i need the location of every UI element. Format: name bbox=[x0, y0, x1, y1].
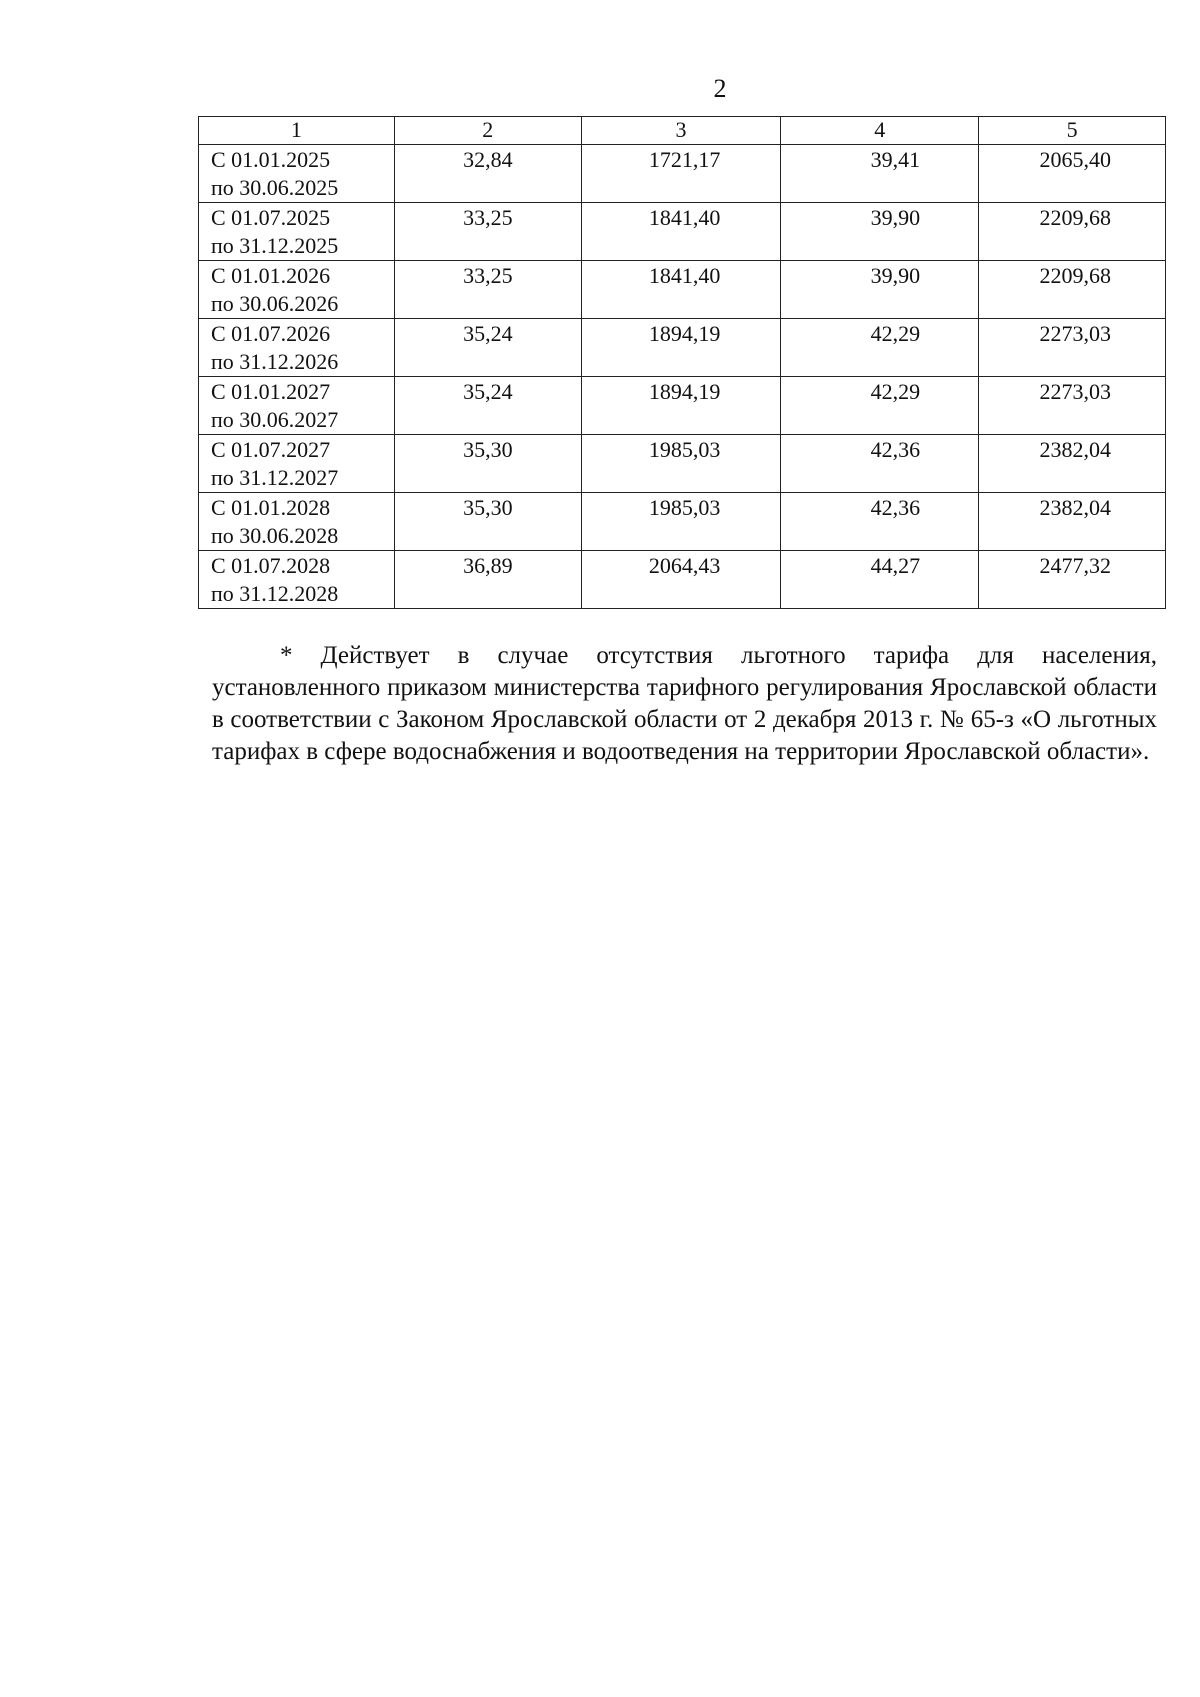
value-cell-col2: 35,30 bbox=[394, 435, 581, 493]
value-cell-col4: 39,41 bbox=[781, 145, 979, 203]
column-header: 5 bbox=[979, 117, 1166, 145]
value-cell-col2: 35,30 bbox=[394, 493, 581, 551]
value-cell-col3: 1985,03 bbox=[581, 493, 781, 551]
column-header: 4 bbox=[781, 117, 979, 145]
value-cell-col5: 2209,68 bbox=[979, 203, 1166, 261]
table-row bbox=[199, 145, 1166, 203]
period-cell bbox=[199, 551, 395, 609]
column-header: 1 bbox=[199, 117, 395, 145]
value-cell-col3: 1841,40 bbox=[581, 261, 781, 319]
period-from: С 01.01.2026 bbox=[211, 263, 331, 288]
period-to: по 31.12.2026 bbox=[211, 349, 339, 374]
period-cell bbox=[199, 377, 395, 435]
period-to: по 30.06.2026 bbox=[211, 291, 339, 316]
value-cell-col5: 2477,32 bbox=[979, 551, 1166, 609]
period-to: по 30.06.2028 bbox=[211, 523, 339, 548]
table-row bbox=[199, 435, 1166, 493]
value-cell-col2: 35,24 bbox=[394, 319, 581, 377]
value-cell-col2: 33,25 bbox=[394, 261, 581, 319]
period-to: по 31.12.2028 bbox=[211, 581, 339, 606]
value-cell-col5: 2065,40 bbox=[979, 145, 1166, 203]
value-cell-col2: 32,84 bbox=[394, 145, 581, 203]
value-cell-col4: 39,90 bbox=[781, 203, 979, 261]
value-cell-col5: 2273,03 bbox=[979, 377, 1166, 435]
period-from: С 01.07.2026 bbox=[211, 321, 331, 346]
value-cell-col3: 1894,19 bbox=[581, 319, 781, 377]
value-cell-col3: 1841,40 bbox=[581, 203, 781, 261]
period-from: С 01.01.2025 bbox=[211, 147, 331, 172]
table-row bbox=[199, 493, 1166, 551]
value-cell-col4: 42,29 bbox=[781, 377, 979, 435]
period-cell bbox=[199, 319, 395, 377]
value-cell-col3: 1721,17 bbox=[581, 145, 781, 203]
period-cell bbox=[199, 203, 395, 261]
table-row bbox=[199, 377, 1166, 435]
period-from: С 01.01.2027 bbox=[211, 379, 331, 404]
period-from: С 01.07.2025 bbox=[211, 205, 331, 230]
value-cell-col4: 39,90 bbox=[781, 261, 979, 319]
value-cell-col3: 1985,03 bbox=[581, 435, 781, 493]
value-cell-col5: 2382,04 bbox=[979, 435, 1166, 493]
period-from: С 01.01.2028 bbox=[211, 495, 331, 520]
value-cell-col2: 36,89 bbox=[394, 551, 581, 609]
period-to: по 31.12.2027 bbox=[211, 465, 339, 490]
value-cell-col4: 42,29 bbox=[781, 319, 979, 377]
period-from: С 01.07.2028 bbox=[211, 553, 331, 578]
value-cell-col3: 2064,43 bbox=[581, 551, 781, 609]
period-from: С 01.07.2027 bbox=[211, 437, 331, 462]
period-cell bbox=[199, 145, 395, 203]
tariff-table bbox=[198, 116, 1166, 609]
value-cell-col2: 35,24 bbox=[394, 377, 581, 435]
value-cell-col2: 33,25 bbox=[394, 203, 581, 261]
value-cell-col4: 42,36 bbox=[781, 435, 979, 493]
table-row bbox=[199, 551, 1166, 609]
page-number: 2 bbox=[713, 74, 727, 103]
footnote-text: * Действует в случае отсутствия льготного тарифа для населения, установленного приказом министерства тарифного регулирования Ярославской области в соответствии с Законом Ярославской области от 2 декабря 2013 г. № 65-з «О льготных тарифах в сфере водоснабжения и водоотведения на территории Ярославской области». bbox=[212, 642, 1157, 765]
value-cell-col5: 2382,04 bbox=[979, 493, 1166, 551]
footnote bbox=[212, 640, 1157, 768]
value-cell-col3: 1894,19 bbox=[581, 377, 781, 435]
period-cell bbox=[199, 493, 395, 551]
value-cell-col5: 2209,68 bbox=[979, 261, 1166, 319]
table-row bbox=[199, 319, 1166, 377]
value-cell-col4: 42,36 bbox=[781, 493, 979, 551]
period-to: по 30.06.2025 bbox=[211, 175, 339, 200]
value-cell-col5: 2273,03 bbox=[979, 319, 1166, 377]
period-to: по 30.06.2027 bbox=[211, 407, 339, 432]
period-cell bbox=[199, 435, 395, 493]
table-header-row bbox=[199, 117, 1166, 145]
value-cell-col4: 44,27 bbox=[781, 551, 979, 609]
period-to: по 31.12.2025 bbox=[211, 233, 339, 258]
table-row bbox=[199, 261, 1166, 319]
table-row bbox=[199, 203, 1166, 261]
period-cell bbox=[199, 261, 395, 319]
column-header: 2 bbox=[394, 117, 581, 145]
column-header: 3 bbox=[581, 117, 781, 145]
